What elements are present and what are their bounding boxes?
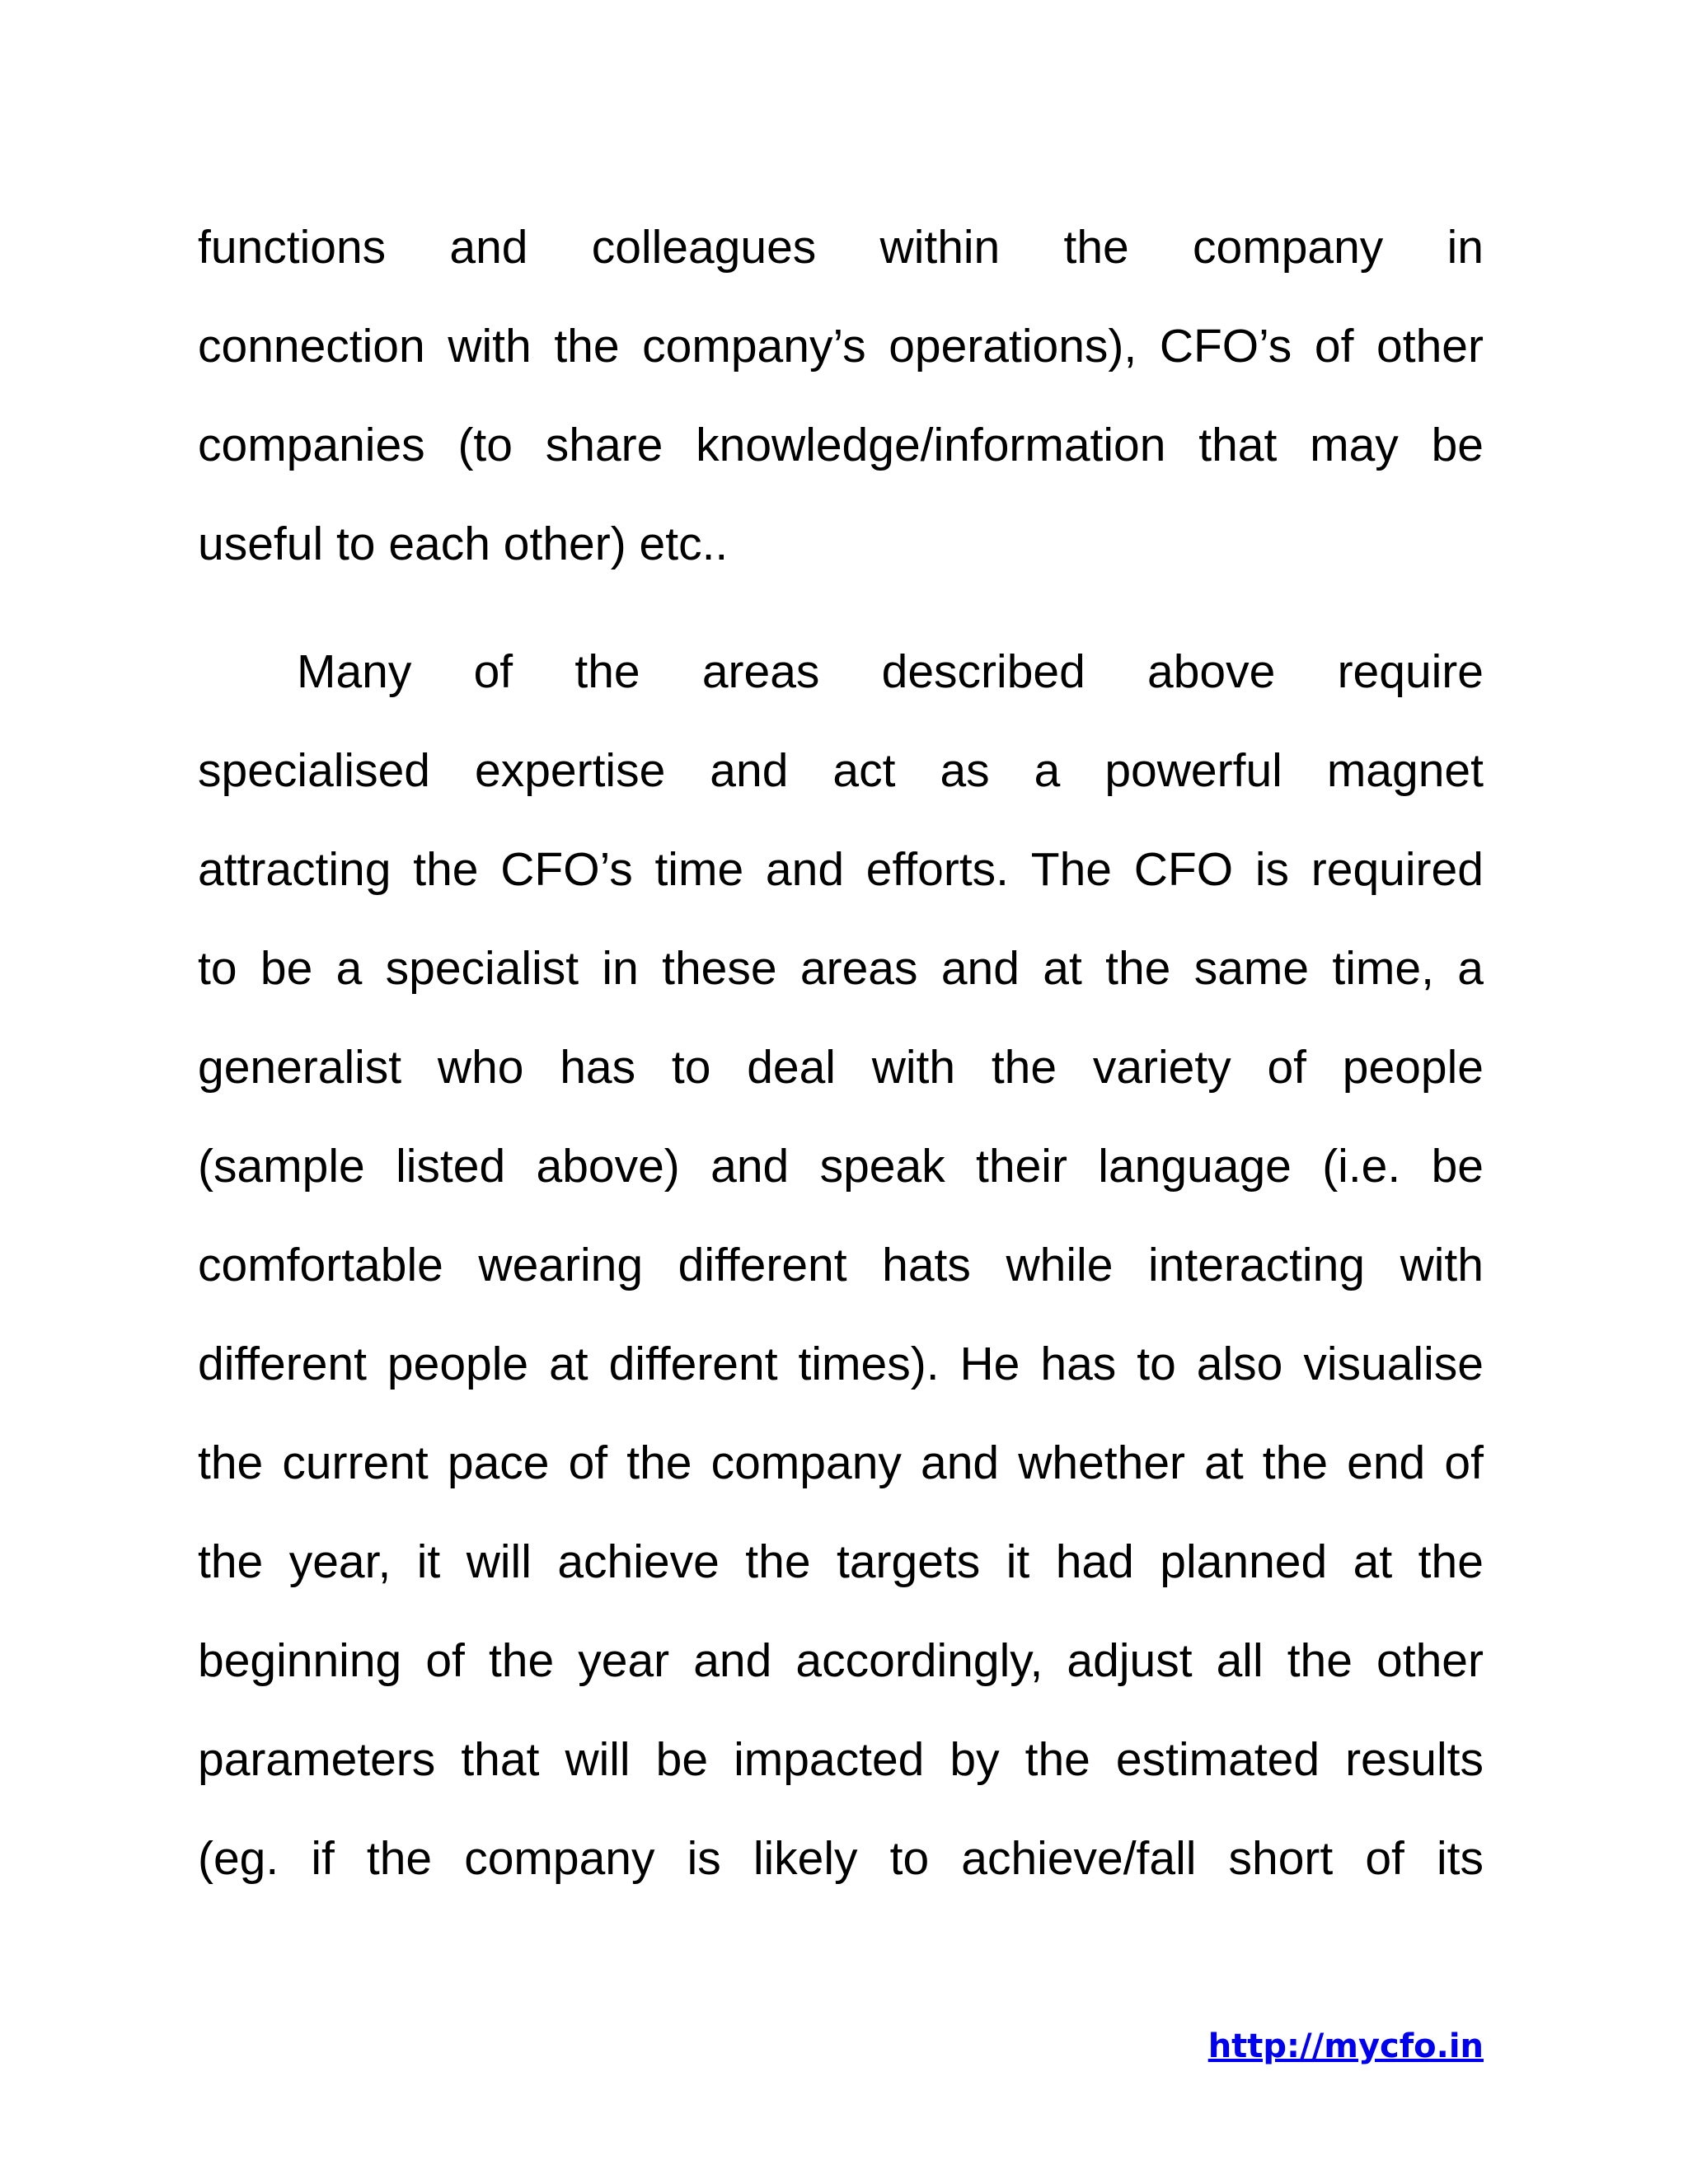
- text-line: (sample listed above) and speak their language (i.e. be: [198, 1140, 1484, 1193]
- text-line: parameters that will be impacted by the estimated results: [198, 1733, 1484, 1786]
- text-line: the current pace of the company and whether at the end of: [198, 1436, 1484, 1489]
- text-line: generalist who has to deal with the variety of people: [198, 1041, 1484, 1094]
- paragraph-gap: [198, 593, 1484, 622]
- text-line: to be a specialist in these areas and at the same time, a: [198, 942, 1484, 995]
- body-text: [198, 198, 1484, 1908]
- text-line: attracting the CFO’s time and efforts. The CFO is required: [198, 843, 1484, 896]
- text-line: useful to each other) etc..: [198, 518, 729, 570]
- paragraph-1: [198, 198, 1484, 593]
- text-line: functions and colleagues within the company in: [198, 221, 1484, 274]
- text-line: Many of the areas described above require: [297, 645, 1484, 698]
- text-line: different people at different times). He has to also visualise: [198, 1338, 1484, 1390]
- text-line: companies (to share knowledge/information that may be: [198, 419, 1484, 471]
- text-line: comfortable wearing different hats while interacting with: [198, 1239, 1484, 1291]
- paragraph-2: [198, 622, 1484, 1908]
- footer-website-link[interactable]: http://mycfo.in: [1207, 2027, 1484, 2065]
- text-line: (eg. if the company is likely to achieve/fall short of its: [198, 1832, 1484, 1885]
- text-line: beginning of the year and accordingly, adjust all the other: [198, 1634, 1484, 1687]
- text-line: connection with the company’s operations), CFO’s of other: [198, 320, 1484, 373]
- text-line: specialised expertise and act as a powerful magnet: [198, 744, 1484, 797]
- text-line: the year, it will achieve the targets it had planned at the: [198, 1535, 1484, 1588]
